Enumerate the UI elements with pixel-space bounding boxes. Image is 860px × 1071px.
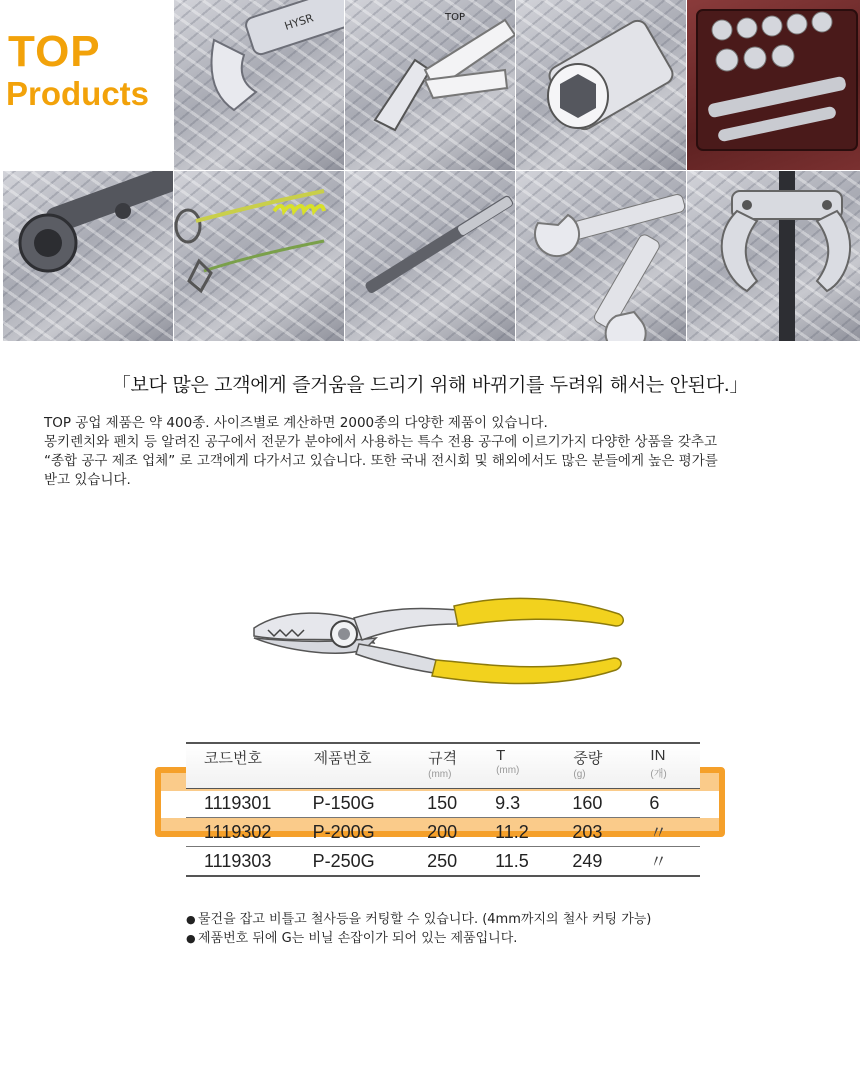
table-header-row [186, 743, 700, 789]
tile-gear-puller [687, 171, 860, 341]
tile-open-end-wrench [516, 171, 686, 341]
table-row [186, 847, 700, 877]
cell-size: 150 [427, 792, 458, 813]
header-weight: 중량 (g) [572, 743, 649, 789]
socket-icon [516, 0, 686, 170]
tile-nipper [345, 0, 515, 170]
cell-weight: 249 [572, 850, 603, 871]
logo-products-text: Products [6, 75, 150, 112]
note-text: 제품번호 뒤에 G는 비닐 손잡이가 되어 있는 제품입니다. [198, 931, 518, 946]
gear-puller-icon [687, 171, 860, 341]
note-item [186, 929, 786, 948]
header-inner-qty: IN (개) [649, 743, 700, 789]
socket-set-case-icon [687, 0, 860, 170]
table-row [186, 818, 700, 847]
tile-socket-set [687, 0, 860, 170]
drill-bit-icon [345, 171, 515, 341]
product-gallery [0, 0, 860, 342]
tile-adjustable-wrench [174, 0, 344, 170]
top-products-logo [0, 0, 174, 170]
product-notes [186, 910, 786, 948]
headline: 「보다 많은 고객에게 즐거움을 드리기 위해 바뀌기를 두려워 해서는 안된다.」 [111, 374, 749, 396]
tile-safety-lanyard [174, 171, 344, 341]
wrench-brand-text: HYSR [282, 11, 316, 33]
cell-weight: 160 [572, 792, 603, 813]
open-end-wrench-icon [516, 171, 686, 341]
cell-size: 250 [427, 850, 458, 871]
cell-code: 1119301 [204, 792, 272, 813]
spec-table [186, 742, 700, 877]
cell-weight: 203 [572, 821, 603, 842]
header-model: 제품번호 [313, 743, 428, 789]
slip-joint-pliers-icon [244, 588, 634, 693]
header-size: 규격 (mm) [427, 743, 495, 789]
cell-model: P-200G [312, 821, 375, 842]
safety-lanyard-icon [174, 171, 344, 341]
note-item [186, 910, 786, 929]
tile-socket [516, 0, 686, 170]
cell-thickness: 11.2 [495, 821, 529, 842]
intro-line: TOP 공업 제품은 약 400종. 사이즈별로 계산하면 2000종의 다양한 제품이 있습니다. [44, 415, 548, 431]
intro-line: 몽키렌치와 펜치 등 알려진 공구에서 전문가 분야에서 사용하는 특수 전용 공구에 이르기가지 다양한 상품을 갖추고 [44, 434, 718, 450]
cell-model: P-150G [312, 792, 375, 813]
bullet-icon: ● [186, 932, 196, 945]
ratchet-wrench-icon [3, 171, 173, 341]
tile-ratchet-wrench [3, 171, 173, 341]
cell-inner-qty: 〃 [649, 852, 668, 872]
header-thickness: T (mm) [495, 743, 572, 789]
cell-thickness: 11.5 [495, 850, 529, 871]
adjustable-wrench-icon [174, 0, 344, 170]
tile-drill-bit [345, 171, 515, 341]
intro-line: 받고 있습니다. [44, 472, 131, 488]
cell-inner-qty: 〃 [649, 823, 668, 843]
logo-top-text: TOP [8, 27, 101, 76]
cell-code: 1119303 [204, 850, 272, 871]
intro-line: “종합 공구 제조 업체” 로 고객에게 다가서고 있습니다. 또한 국내 전시회 및 해외에서도 많은 분들에게 높은 평가를 [44, 453, 718, 469]
cell-thickness: 9.3 [495, 792, 521, 813]
cell-size: 200 [427, 821, 458, 842]
nipper-icon [345, 0, 515, 170]
nipper-brand-text: TOP [445, 12, 466, 23]
cell-code: 1119302 [204, 821, 272, 842]
cell-inner-qty: 6 [649, 792, 660, 813]
note-text: 물건을 잡고 비틀고 철사등을 커팅할 수 있습니다. (4mm까지의 철사 커팅 가능) [198, 912, 652, 927]
bullet-icon: ● [186, 913, 196, 926]
header-code: 코드번호 [186, 743, 313, 789]
intro-text [44, 414, 824, 490]
table-row [186, 789, 700, 818]
cell-model: P-250G [312, 850, 375, 871]
